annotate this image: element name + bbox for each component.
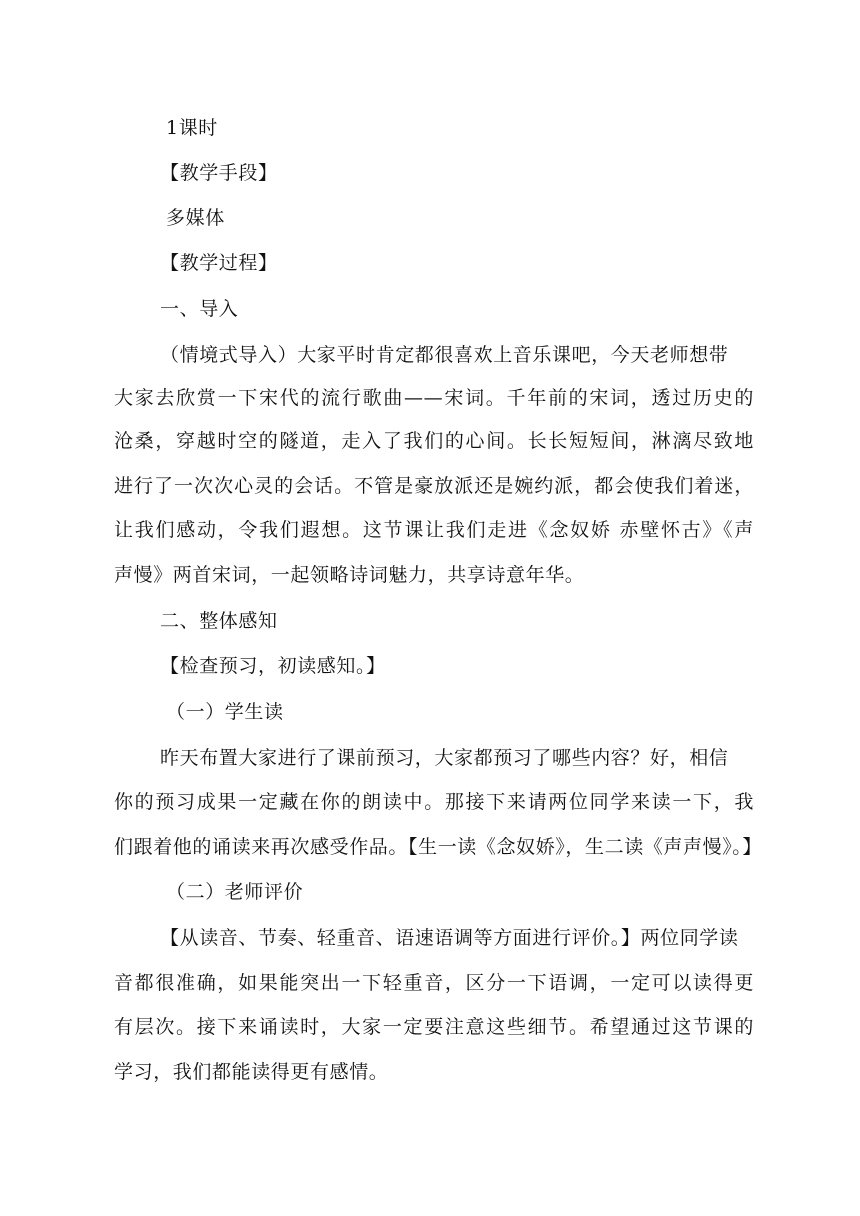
- student-reading-heading: （一）学生读: [166, 701, 284, 723]
- class-hours-text: 1课时: [166, 117, 218, 139]
- section-2-heading: 二、整体感知: [160, 610, 278, 632]
- reading-paragraph-line-1: 昨天布置大家进行了课前预习，大家都预习了哪些内容？好，相信: [160, 747, 729, 769]
- intro-paragraph-line-1: （情境式导入）大家平时肯定都很喜欢上音乐课吧，今天老师想带: [160, 344, 729, 366]
- reading-paragraph-line-3: 们跟着他的诵读来再次感受作品。【生一读《念奴娇》，生二读《声声慢》。】: [114, 836, 763, 858]
- intro-paragraph-line-2: 大家去欣赏一下宋代的流行歌曲——宋词。千年前的宋词，透过历史的: [114, 387, 754, 409]
- evaluation-paragraph-line-4: 学习，我们都能读得更有感情。: [114, 1061, 389, 1083]
- intro-paragraph-line-4: 进行了一次次心灵的会话。不管是豪放派还是婉约派，都会使我们着迷，: [114, 475, 754, 497]
- evaluation-paragraph-line-1: 【从读音、节奏、轻重音、语速语调等方面进行评价。】两位同学读: [160, 927, 739, 949]
- evaluation-paragraph-line-2: 音都很准确，如果能突出一下轻重音，区分一下语调，一定可以读得更: [114, 972, 754, 994]
- teaching-means-text: 多媒体: [166, 207, 225, 229]
- intro-paragraph-line-6: 声慢》两首宋词，一起领略诗词魅力，共享诗意年华。: [114, 564, 585, 586]
- evaluation-paragraph-line-3: 有层次。接下来诵读时，大家一定要注意这些细节。希望通过这节课的: [114, 1016, 754, 1038]
- intro-paragraph-line-5: 让我们感动，令我们遐想。这节课让我们走进《念奴娇 赤壁怀古》《声: [114, 519, 754, 541]
- section-1-heading: 一、导入: [160, 298, 239, 320]
- reading-paragraph-line-2: 你的预习成果一定藏在你的朗读中。那接下来请两位同学来读一下，我: [114, 791, 754, 813]
- intro-paragraph-line-3: 沧桑，穿越时空的隧道，走入了我们的心间。长长短短间，淋漓尽致地: [114, 430, 754, 452]
- preview-check-heading: 【检查预习，初读感知。】: [160, 655, 386, 677]
- teaching-process-heading: 【教学过程】: [160, 252, 278, 274]
- teacher-evaluation-heading: （二）老师评价: [166, 881, 304, 903]
- teaching-means-heading: 【教学手段】: [160, 162, 278, 184]
